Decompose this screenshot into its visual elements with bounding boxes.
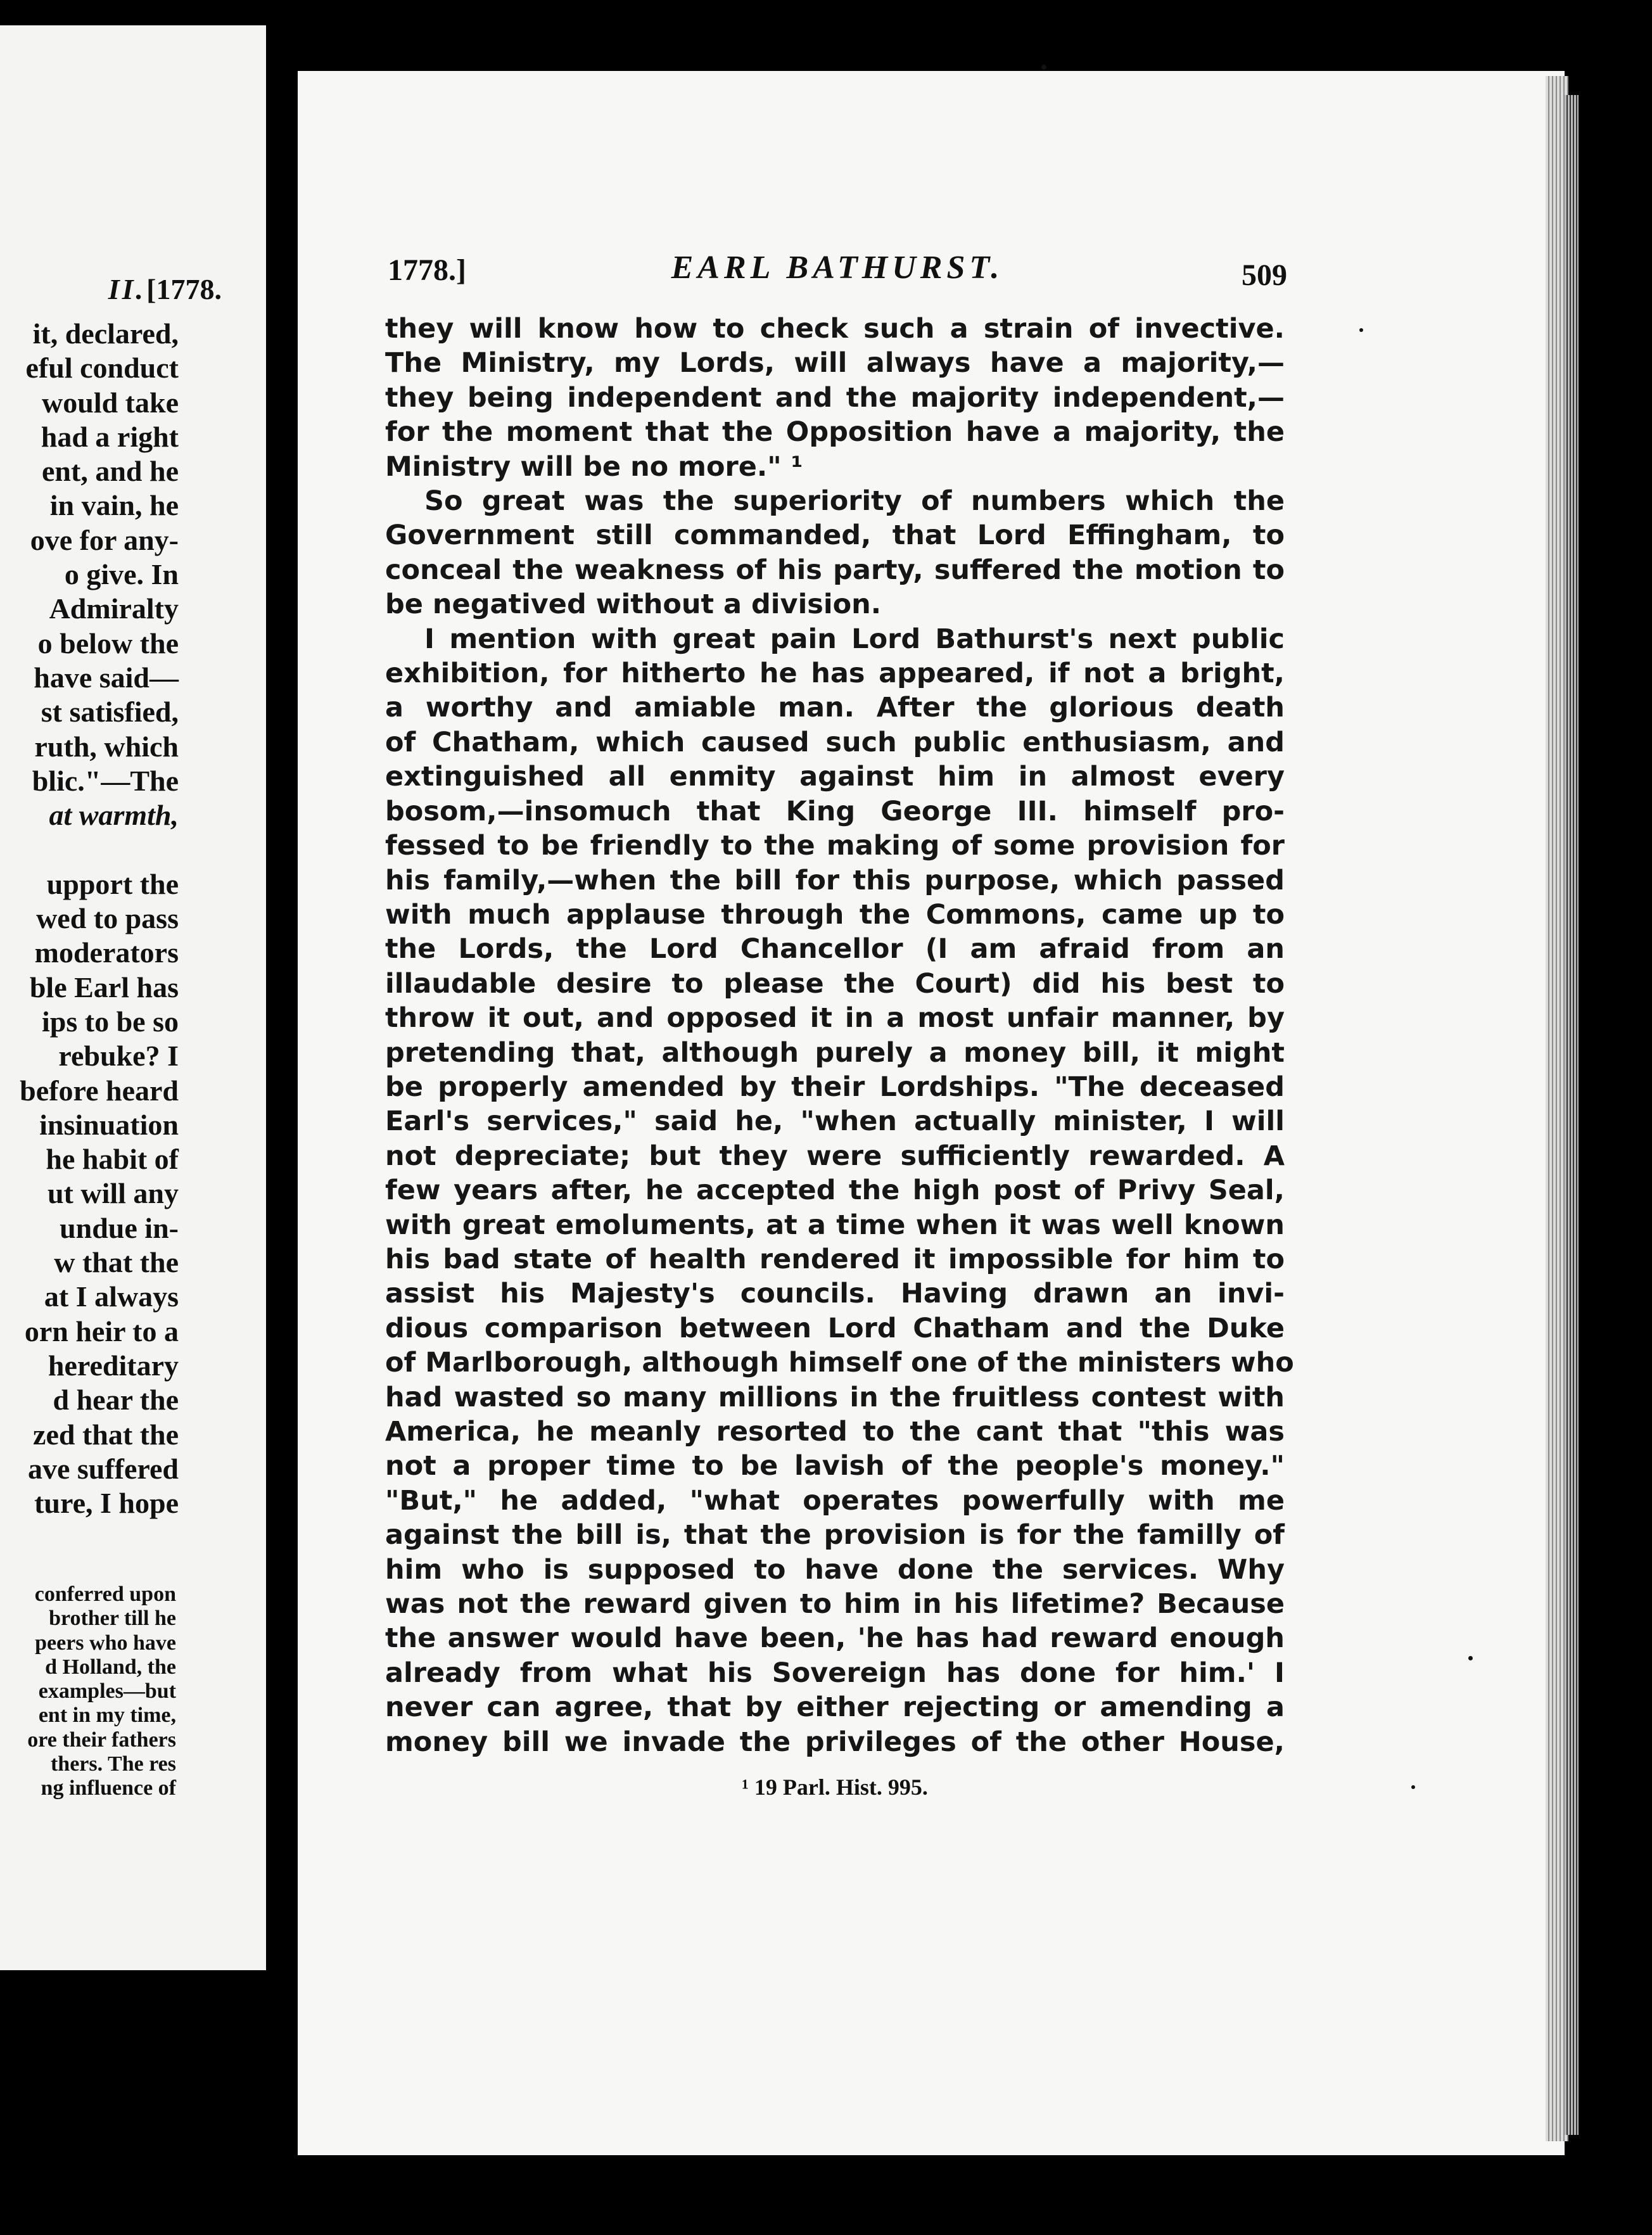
footnote-line: examples—but: [38, 1679, 176, 1703]
text-line: his family,—when the bill for this purpose, which passed: [385, 864, 1285, 896]
text-line: they will know how to check such a strain of invective.: [385, 313, 1285, 345]
text-line: have said—: [34, 661, 179, 694]
text-line: upport the: [46, 867, 179, 900]
text-line: ove for any-: [30, 523, 179, 556]
text-line: a worthy and amiable man. After the glorious death: [385, 692, 1285, 724]
text-line: money bill we invade the privileges of the other House,: [385, 1726, 1285, 1758]
text-line: against the bill is, that the provision is for the familly of: [385, 1519, 1285, 1551]
text-line: throw it out, and opposed it in a most unfair manner, by: [385, 1002, 1285, 1035]
text-line: ent, and he: [42, 455, 179, 488]
text-line: would take: [42, 386, 179, 419]
left-running-head-year: [1778.: [146, 273, 222, 305]
text-line: be negatived without a division.: [385, 589, 882, 621]
footnote: ¹ 19 Parl. Hist. 995.: [742, 1774, 928, 1800]
text-line: assist his Majesty's councils. Having drawn an invi-: [385, 1278, 1285, 1310]
text-line: rebuke? I: [58, 1040, 179, 1073]
text-line: it, declared,: [32, 317, 179, 350]
left-running-head-title: II.: [108, 273, 146, 305]
text-line: The Ministry, my Lords, will always have a majority,—: [385, 347, 1285, 379]
speck: [1411, 1785, 1415, 1789]
text-line: the answer would have been, 'he has had reward enough: [385, 1622, 1285, 1655]
text-line: o give. In: [64, 558, 179, 591]
text-line: few years after, he accepted the high post of Privy Seal,: [385, 1175, 1285, 1207]
text-line: w that the: [54, 1246, 179, 1279]
text-line: blic."—The: [32, 764, 179, 797]
text-line: bosom,—insomuch that King George III. himself pro-: [385, 795, 1285, 827]
text-line-spacer: [0, 832, 179, 867]
text-line: pretending that, although purely a money bill, it might: [385, 1036, 1285, 1069]
text-line: at warmth,: [49, 799, 179, 832]
footnote-line: ent in my time,: [38, 1703, 176, 1728]
running-head: [388, 249, 1287, 293]
text-line: Admiralty: [49, 592, 179, 625]
text-line: Government still commanded, that Lord Effingham, to: [385, 519, 1285, 552]
footnote-line: conferred upon: [34, 1582, 176, 1606]
text-line: for the moment that the Opposition have a majority, the: [385, 416, 1285, 449]
text-line: he habit of: [46, 1143, 179, 1176]
text-line: ut will any: [47, 1177, 179, 1210]
left-page-footnote: [0, 1582, 176, 1801]
body-text: [385, 312, 1294, 1759]
text-line: illaudable desire to please the Court) did his best to: [385, 967, 1285, 1000]
text-line: fessed to be friendly to the making of some provision for: [385, 830, 1285, 862]
text-line: ruth, which: [34, 730, 179, 763]
text-line: hereditary: [48, 1349, 179, 1382]
text-line: of Chatham, which caused such public enthusiasm, and: [385, 726, 1285, 758]
text-line: ture, I hope: [34, 1487, 179, 1520]
text-line: extinguished all enmity against him in almost every: [385, 761, 1285, 793]
text-line: had a right: [41, 420, 179, 453]
text-line: Earl's services," said he, "when actually minister, I will: [385, 1105, 1285, 1138]
text-line: never can agree, that by either rejecting or amending a: [385, 1691, 1285, 1724]
left-page-fragment: [0, 25, 266, 1970]
speck: [1468, 1656, 1473, 1660]
text-line: him who is supposed to have done the services. Why: [385, 1553, 1285, 1586]
text-line: zed that the: [33, 1418, 179, 1451]
text-line: not depreciate; but they were sufficiently rewarded. A: [385, 1140, 1285, 1172]
footnote-line: brother till he: [49, 1607, 176, 1631]
footnote-line: ng influence of: [41, 1776, 176, 1800]
running-head-year: 1778.]: [388, 253, 466, 287]
text-line: orn heir to a: [24, 1315, 179, 1347]
text-line: the Lords, the Lord Chancellor (I am afraid from an: [385, 933, 1285, 965]
text-line: before heard: [20, 1074, 179, 1107]
footnote-line: peers who have: [35, 1631, 176, 1655]
footnote-line: ore their fathers: [27, 1728, 176, 1752]
text-line: ips to be so: [42, 1005, 179, 1038]
text-line: o below the: [37, 627, 179, 659]
text-line: was not the reward given to him in his lifetime? Because: [385, 1588, 1285, 1621]
text-line: ble Earl has: [29, 971, 179, 1003]
text-line: America, he meanly resorted to the cant that "this was: [385, 1416, 1285, 1448]
text-line: d hear the: [53, 1384, 179, 1417]
left-page-text: [0, 317, 179, 1520]
text-line: at I always: [44, 1280, 179, 1313]
text-line: "But," he added, "what operates powerfully with me: [385, 1484, 1285, 1517]
text-line: exhibition, for hitherto he has appeared, if not a bright,: [385, 658, 1285, 690]
text-line: Ministry will be no more." ¹: [385, 450, 803, 483]
speck: [1359, 328, 1363, 332]
text-line: not a proper time to be lavish of the people's money.": [385, 1450, 1285, 1482]
text-line: I mention with great pain Lord Bathurst's next public: [424, 623, 1285, 655]
text-line: with great emoluments, at a time when it was well known: [385, 1209, 1285, 1241]
text-line: had wasted so many millions in the fruitless contest with: [385, 1381, 1285, 1413]
text-line: dious comparison between Lord Chatham and the Duke: [385, 1312, 1285, 1344]
footnote-line: thers. The res: [50, 1752, 176, 1776]
running-head-title: EARL BATHURST.: [671, 250, 1004, 286]
text-line: wed to pass: [36, 902, 179, 935]
footnote-line: d Holland, the: [45, 1655, 176, 1679]
page-edge-stack-outer: [1565, 95, 1579, 2135]
text-line: conceal the weakness of his party, suffered the motion to: [385, 554, 1285, 586]
text-line: insinuation: [39, 1108, 179, 1141]
text-line: they being independent and the majority independent,—: [385, 381, 1285, 414]
text-line: be properly amended by their Lordships. "The deceased: [385, 1071, 1285, 1103]
text-line: with much applause through the Commons, came up to: [385, 898, 1285, 931]
text-line: in vain, he: [49, 489, 179, 522]
text-line: st satisfied,: [41, 696, 179, 729]
page-number: 509: [1242, 258, 1287, 292]
text-line: moderators: [34, 936, 179, 969]
speck: [1041, 65, 1046, 70]
text-line: undue in-: [60, 1211, 179, 1244]
text-line: So great was the superiority of numbers which the: [424, 485, 1285, 518]
text-line: eful conduct: [25, 352, 179, 385]
text-line: already from what his Sovereign has done for him.' I: [385, 1657, 1285, 1689]
text-line: of Marlborough, although himself one of the ministers who: [385, 1347, 1294, 1379]
text-line: ave suffered: [27, 1452, 179, 1485]
text-line: his bad state of health rendered it impossible for him to: [385, 1243, 1285, 1275]
